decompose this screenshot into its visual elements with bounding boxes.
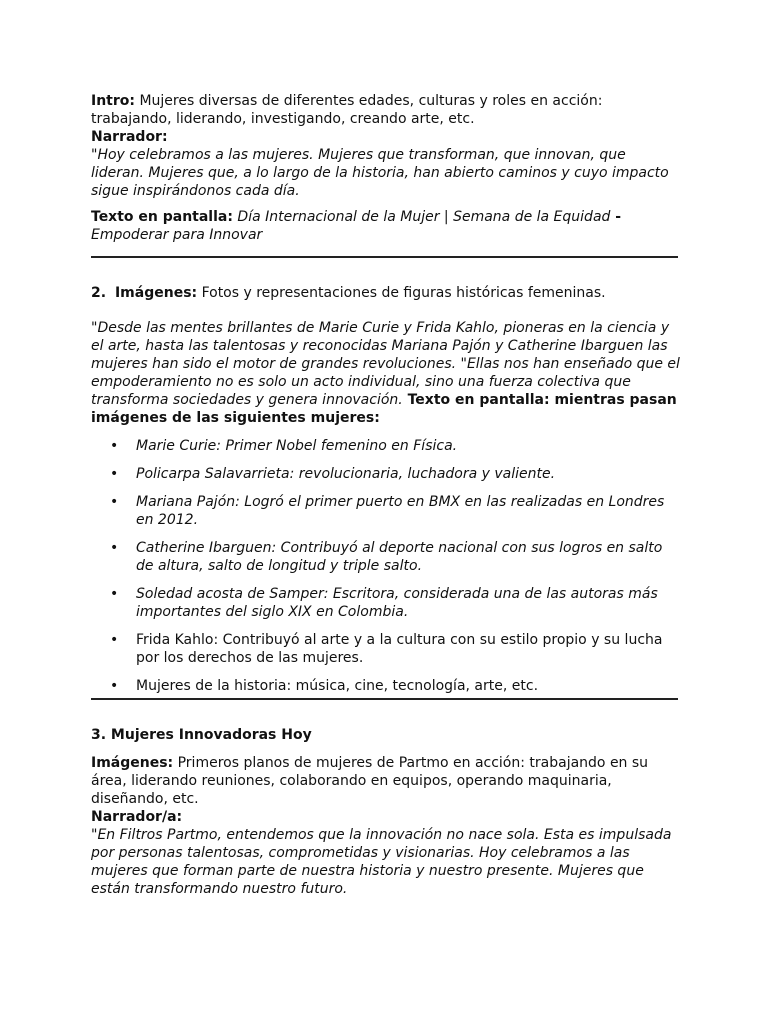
- list-item: [91, 493, 681, 529]
- bullet: •: [110, 494, 119, 510]
- list-item-text: Catherine Ibarguen: Contribuyó al deporte nacional con sus logros en salto de altura, salto de longitud y triple salto.: [136, 540, 663, 574]
- list-item-text: Frida Kahlo: Contribuyó al arte y a la cultura con su estilo propio y su lucha por los derechos de las mujeres.: [136, 632, 663, 666]
- bullet: •: [110, 438, 119, 454]
- section3-images-text: Primeros planos de mujeres de Partmo en acción: trabajando en su área, liderando reuniones, colaborando en equipos, operando maquinaria, diseñando, etc.: [91, 755, 649, 807]
- list-item: [91, 539, 681, 575]
- list-item-text: Mariana Pajón: Logró el primer puerto en BMX en las realizadas en Londres en 2012.: [136, 494, 665, 528]
- list-item-text: Soledad acosta de Samper: Escritora, considerada una de las autoras más importantes del siglo XIX en Colombia.: [136, 586, 658, 620]
- section2-quote-paragraph: [91, 319, 681, 427]
- list-item: [91, 631, 681, 667]
- screen-text-part1: Día Internacional de la Mujer | Semana de la Equidad: [232, 209, 611, 225]
- narrador-label: Narrador:: [91, 129, 168, 145]
- narrador-quote: "Hoy celebramos a las mujeres. Mujeres que transforman, que innovan, que lideran. Mujeres que, a lo largo de la historia, han abierto caminos y cuyo impacto sigue inspirándonos cada día.: [91, 147, 669, 199]
- screen-text-label: Texto en pantalla:: [91, 209, 233, 225]
- document-page: [91, 92, 681, 898]
- list-item: [91, 585, 681, 621]
- section3-images-paragraph: [91, 754, 681, 808]
- bullet: •: [110, 632, 119, 648]
- list-item: [91, 437, 681, 455]
- section3-narrador-label: Narrador/a:: [91, 809, 183, 825]
- list-item-text: Policarpa Salavarrieta: revolucionaria, luchadora y valiente.: [136, 466, 556, 482]
- section3-images-label: Imágenes:: [91, 755, 174, 771]
- bullet: •: [110, 678, 119, 694]
- bullet: •: [110, 586, 119, 602]
- list-item: [91, 677, 681, 695]
- women-list: [91, 437, 681, 695]
- intro-paragraph: [91, 92, 681, 128]
- screen-text-part2: Empoderar para Innovar: [91, 227, 263, 243]
- bullet: •: [110, 540, 119, 556]
- list-item: [91, 465, 681, 483]
- bullet: •: [110, 466, 119, 482]
- section2-number: 2.: [91, 285, 107, 301]
- section2-label: Imágenes:: [114, 285, 198, 301]
- section3-quote: "En Filtros Partmo, entendemos que la innovación no nace sola. Esta es impulsada por personas talentosas, comprometidas y visionarias. Hoy celebramos a las mujeres que forman parte de nuestra historia y nuestro presente. Mujeres que están transformando nuestro futuro.: [91, 827, 672, 897]
- section3-title: 3. Mujeres Innovadoras Hoy: [91, 727, 312, 743]
- section2-quote: "Desde las mentes brillantes de Marie Curie y Frida Kahlo, pioneras en la ciencia y el arte, hasta las talentosas y reconocidas Mariana Pajón y Catherine Ibarguen las mujeres han sido el motor de grandes revoluciones. "Ellas nos han enseñado que el empoderamiento no es solo un acto individual, sino una fuerza colectiva que transforma sociedades y genera innovación.: [91, 320, 680, 408]
- section2-screen-text: Texto en pantalla: mientras pasan imágenes de las siguientes mujeres:: [91, 392, 677, 426]
- section2-heading: [91, 284, 681, 302]
- list-item-text: Mujeres de la historia: música, cine, tecnología, arte, etc.: [136, 678, 539, 694]
- screen-text-dash: -: [610, 209, 622, 225]
- list-item-text: Marie Curie: Primer Nobel femenino en Física.: [136, 438, 458, 454]
- section2-text: Fotos y representaciones de figuras históricas femeninas.: [197, 285, 606, 301]
- screen-text-paragraph: [91, 208, 681, 244]
- intro-text: Mujeres diversas de diferentes edades, culturas y roles en acción: trabajando, liderando, investigando, creando arte, etc.: [91, 93, 603, 127]
- intro-label: Intro:: [91, 93, 135, 109]
